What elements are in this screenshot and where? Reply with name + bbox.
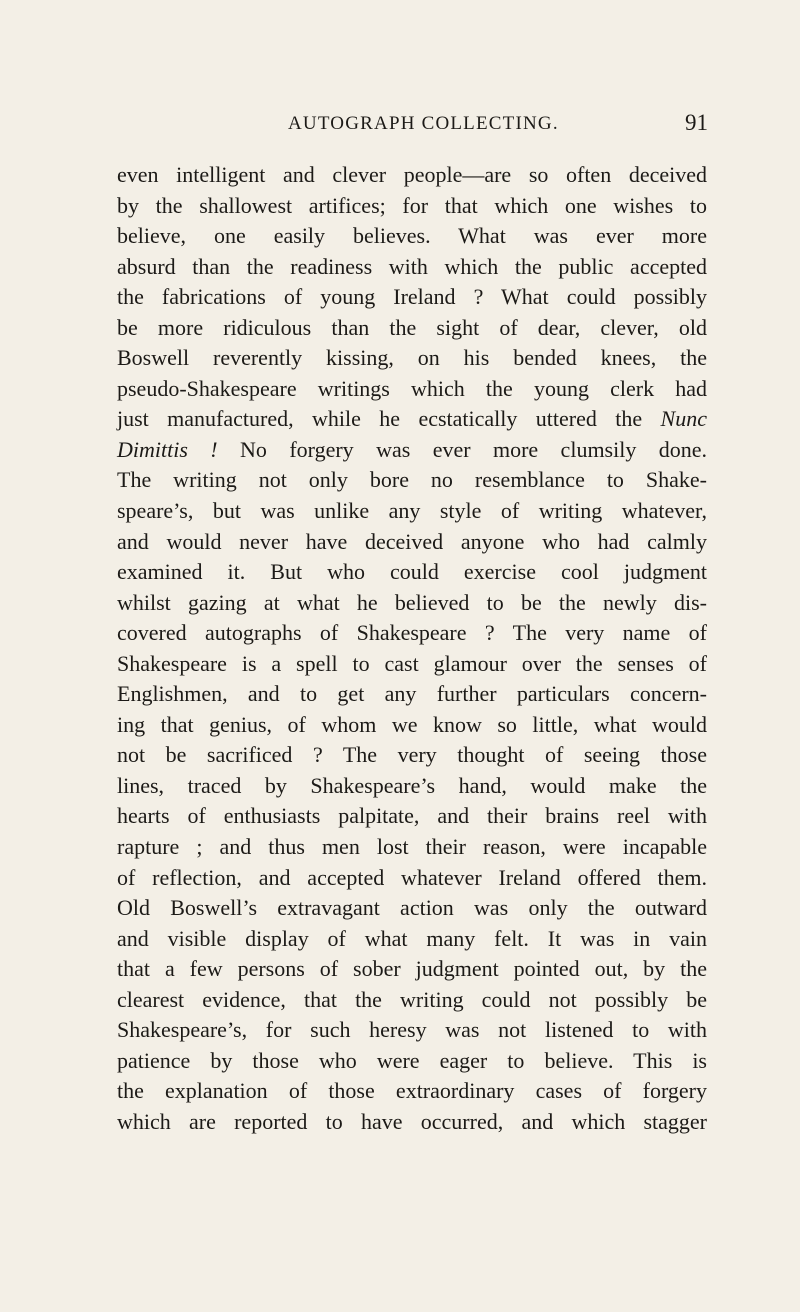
italic-phrase: Dimittis ! [117,436,218,462]
text-line: of reflection, and accepted whatever Ireland offered them. [117,864,707,890]
running-header [288,110,708,143]
text-line: covered autographs of Shakespeare ? The very name of [117,620,707,646]
body-text [117,160,707,1138]
text-line: that a few persons of sober judgment pointed out, by the [117,956,707,982]
text-line: Boswell reverently kissing, on his bended knees, the [117,345,707,371]
text-line: and would never have deceived anyone who had calmly [117,528,707,554]
text-line: even intelligent and clever people—are so often deceived [117,162,707,187]
text-line: hearts of enthusiasts palpitate, and their brains reel with [117,803,707,829]
text-line: believe, one easily believes. What was ever more [117,223,707,249]
text-line: and visible display of what many felt. It was in vain [117,925,707,951]
text-line: rapture ; and thus men lost their reason, were incapable [117,834,707,860]
text-line: pseudo-Shakespeare writings which the young clerk had [117,375,707,401]
text-line: whilst gazing at what he believed to be the newly dis- [117,589,707,615]
running-title: AUTOGRAPH COLLECTING. [288,113,559,134]
text-line: absurd than the readiness with which the public accepted [117,253,707,279]
text-line: Englishmen, and to get any further particulars concern- [117,681,707,707]
text-line: the explanation of those extraordinary cases of forgery [117,1078,707,1104]
text-line: be more ridiculous than the sight of dear, clever, old [117,314,707,340]
text-line: Dimittis ! No forgery was ever more clumsily done. [117,436,708,462]
text-line: patience by those who were eager to believe. This is [117,1047,707,1073]
text-line: Shakespeare is a spell to cast glamour over the senses of [117,650,707,676]
text-line: ing that genius, of whom we know so little, what would [117,711,707,737]
text-line: examined it. But who could exercise cool judgment [117,559,707,585]
italic-phrase: Nunc [660,406,707,432]
text-line: Shakespeare’s, for such heresy was not listened to with [117,1017,707,1043]
text-line: clearest evidence, that the writing could not possibly be [117,986,707,1012]
text-line: by the shallowest artifices; for that which one wishes to [117,192,707,218]
text-line: the fabrications of young Ireland ? What could possibly [117,284,707,310]
text-line: not be sacrificed ? The very thought of seeing those [117,742,707,768]
text-line: Old Boswell’s extravagant action was only the outward [117,895,707,921]
text-line: just manufactured, while he ecstatically uttered the Nunc [117,406,707,432]
text-line: which are reported to have occurred, and which stagger [117,1108,707,1134]
text-line: The writing not only bore no resemblance to Shake- [117,467,707,493]
text-line: speare’s, but was unlike any style of writing whatever, [117,498,707,524]
text-line: lines, traced by Shakespeare’s hand, would make the [117,772,707,798]
page-number: 91 [685,110,708,135]
